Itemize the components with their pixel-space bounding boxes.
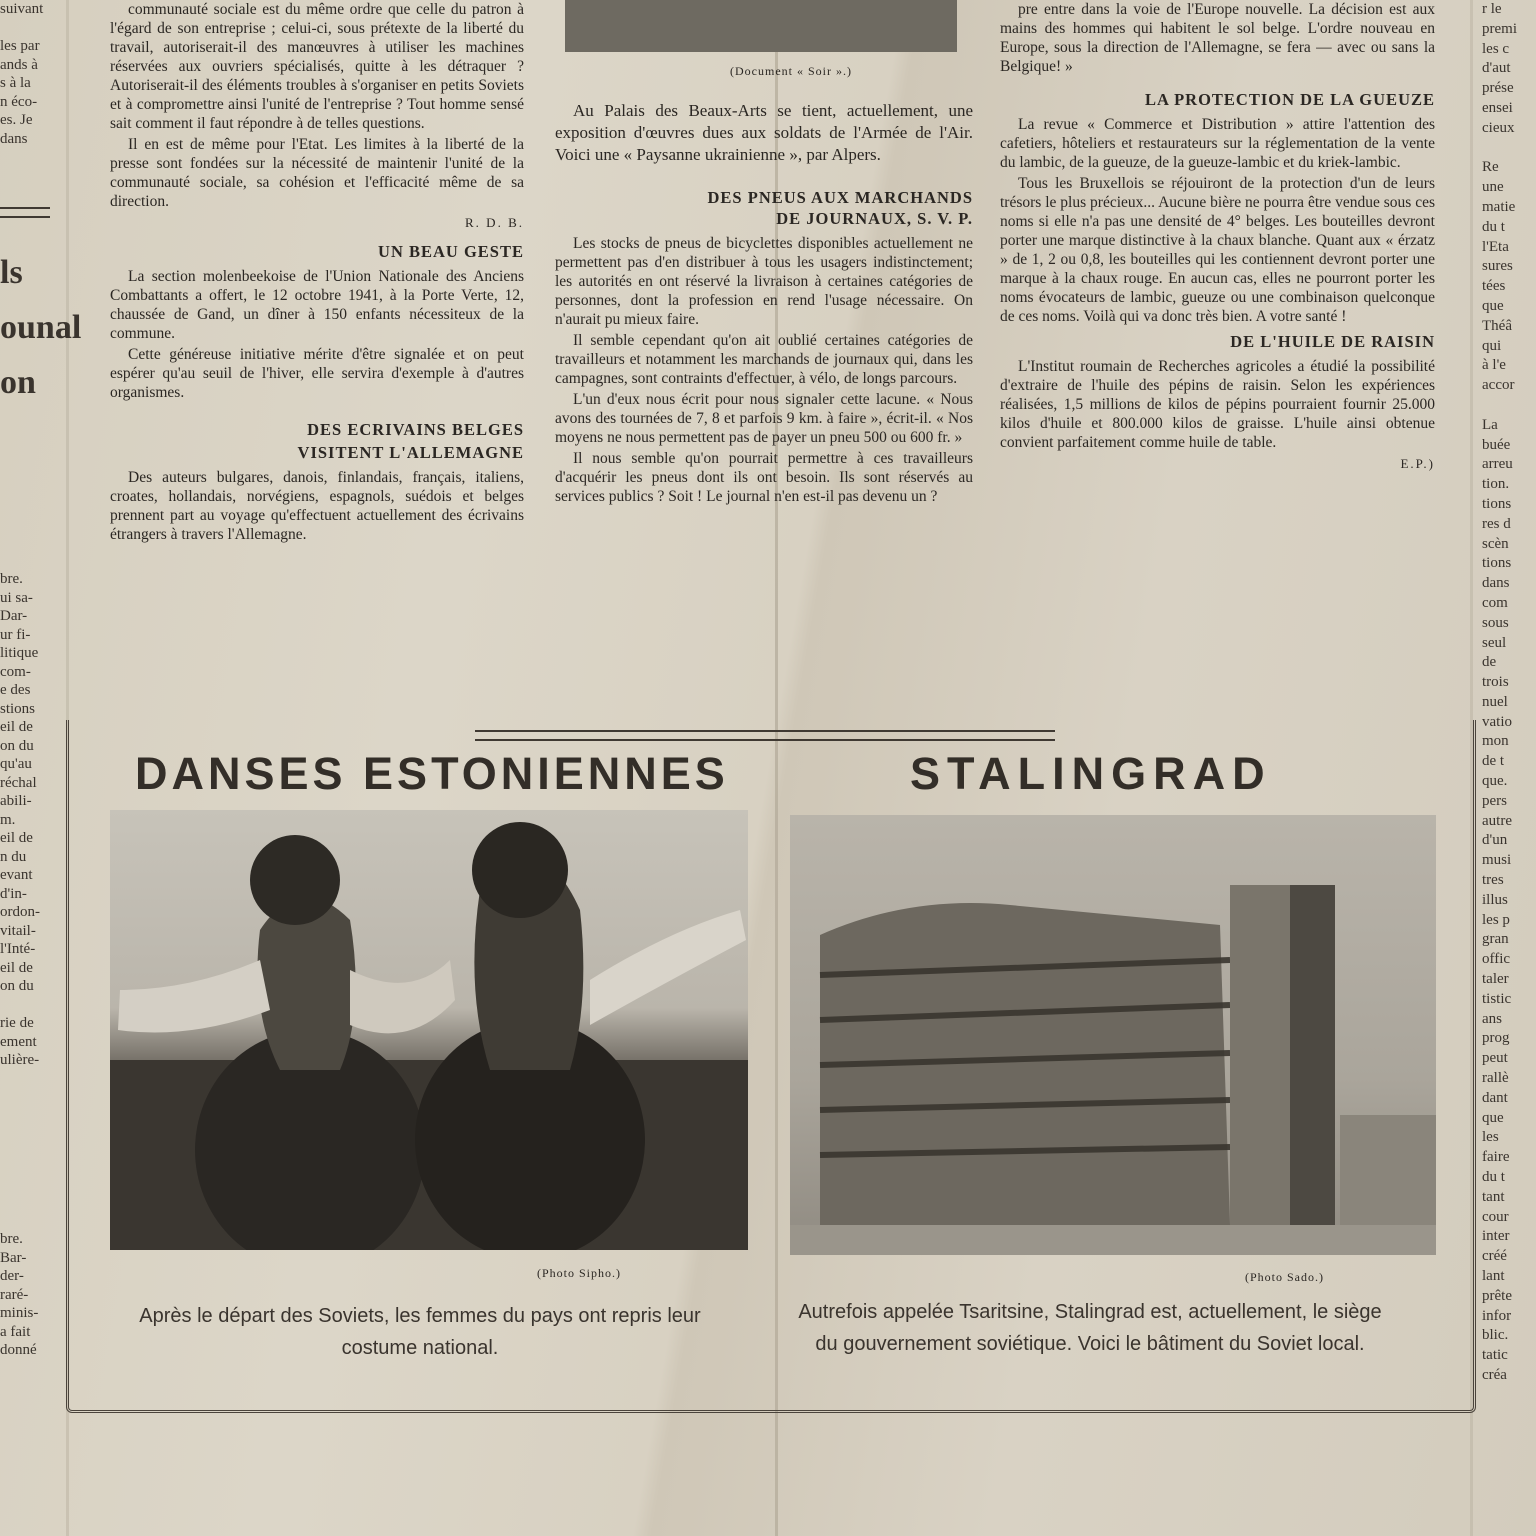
pneus-paragraph-3: L'un d'eux nous écrit pour nous signaler cette lacune. « Nous avons des tournées de 7, 8 et parfois 9 km. à faire », écrit-il. « Nos moyens ne nous permettent pas de payer un pneu 500 ou 600 fr. » (555, 391, 973, 446)
col1-intro-signature: R. D. B. (465, 215, 524, 230)
credit-sado: (Photo Sado.) (1245, 1270, 1324, 1284)
col1-intro-paragraph-2: Il en est de même pour l'Etat. Les limites à la liberté de la presse sont fondées sur la nécessité de maintenir l'unité de la communauté sociale, sa cohésion et l'efficacité même de sa direction. (110, 136, 524, 210)
painting-photo (565, 0, 957, 52)
title-stalingrad: STALINGRAD (910, 748, 1272, 799)
huile-paragraph-1: L'Institut roumain de Recherches agricoles a étudié la possibilité d'extraire de l'huile des pépins de raisin. Selon les expériences réalisées, 1,5 millions de kilos de pépins pourraient fournir 25.000 kilos d'huile et 800.000 kilos de graisse. L'huile ainsi obtenue convient parfaitement comme huile de table. (1000, 358, 1435, 451)
headline-pneus-1: DES PNEUS AUX MARCHANDS (707, 188, 973, 207)
article-ecrivains-belges (110, 468, 524, 544)
article-gueuze (1000, 115, 1435, 326)
credit-sipho: (Photo Sipho.) (537, 1266, 622, 1280)
col3-signature: E.P.) (1400, 456, 1435, 471)
right-fragment: r le premi les c d'aut prése ensei cieux Re une matie du t l'Eta sures tées que Théâ qui à l'e accor La buée arreu tion. tions res d scèn tions dans com sous seul de trois nuel vatio mon de t que. pers autre d'un musi tres illus les p gran offic taler tistic ans prog peut rallè dant que les faire du t tant cour inter créé lant prête infor blic. tatic créa (1482, 1, 1517, 1383)
gueuze-paragraph-2: Tous les Bruxellois se réjouiront de la protection d'un de leurs trésors le plus précieux... Aucune bière ne pourra être vendue sous ces noms si elle n'a pas une densité de 4° belges. Les bouteilles devront porter une marque distinctive à la chaux blanche. Quant aux « érzatz » de 1, 2 ou 0,8, les bouteilles qui les contiennent devront porter une marque à la chaux rouge. En aucun cas, elles ne pourront porter les noms évocateurs de lambic, gueuze ou une combinaison quelconque de ces noms. Voilà qui va donc très bien. A votre santé ! (1000, 175, 1435, 325)
left-headline-fragment: ls ounal on (0, 254, 82, 401)
left-fragment-lower: bre. ui sa- Dar- ur fi- litique com- e des stions eil de on du qu'au réchal abili- m. eil de n du evant d'in- ordon- vitail- l'Inté- eil de on du rie de ement ulière- (0, 571, 40, 1068)
article-pneus (555, 234, 973, 506)
col1-intro-paragraph-1: communauté sociale est du même ordre que celle du patron à l'égard de son entreprise ; celui-ci, sous prétexte de la liberté du travail, autoriserait-il des manœuvres à utiliser les machines réservées aux ouvriers spécialisés, quitte à les détraquer ? Autoriserait-il des éléments troubles à s'organiser en petits Soviets et à compromettre ainsi l'unité de l'entreprise ? Tout homme sensé sait comment il faut répondre à de telles questions. (110, 1, 524, 132)
gueuze-paragraph-1: La revue « Commerce et Distribution » attire l'attention des cafetiers, hôteliers et restaurateurs sur la réglementation de la vente du lambic, de la gueuze, de la gueuze-lambic et du kriek-lambic. (1000, 116, 1435, 171)
article-beau-geste (110, 267, 524, 402)
building-illustration (790, 815, 1436, 1255)
painting-caption: Au Palais des Beaux-Arts se tient, actuellement, une exposition d'œuvres dues aux soldats de l'Armée de l'Air. Voici une « Paysanne ukrainienne », par Alpers. (555, 101, 973, 164)
photo-estonian-dancers (110, 810, 748, 1250)
column-1 (110, 0, 524, 546)
pneus-paragraph-1: Les stocks de pneus de bicyclettes disponibles actuellement ne permettent pas d'en distribuer à tous les usagers indistinctement; les autorités en ont réservé la livraison à certaines catégories de personnes, dont la profession en rend l'usage nécessaire. On n'aurait pu mieux faire. (555, 235, 973, 328)
left-fragment-bottom: bre. Bar- der- raré- minis- a fait donné (0, 1231, 39, 1358)
caption-stalingrad: Autrefois appelée Tsaritsine, Stalingrad est, actuellement, le siège du gouvernement soviétique. Voici le bâtiment du Soviet local. (798, 1301, 1382, 1355)
caption-estonian-dancers: Après le départ des Soviets, les femmes du pays ont repris leur costume national. (139, 1305, 701, 1359)
headline-beau-geste: UN BEAU GESTE (378, 242, 524, 261)
left-rule (0, 207, 50, 218)
painting-credit: (Document « Soir ».) (730, 64, 852, 78)
col1-intro (110, 0, 524, 211)
article-huile-raisin (1000, 357, 1435, 452)
pneus-paragraph-2: Il semble cependant qu'on ait oublié certaines catégories de travailleurs et notamment les marchands de journaux qui, dans les campagnes, sont contraints d'effectuer, à vélo, de longs parcours. (555, 332, 973, 387)
dancers-illustration (110, 810, 748, 1250)
beau-geste-paragraph-1: La section molenbeekoise de l'Union Nationale des Anciens Combattants a offert, le 12 octobre 1941, à la Porte Verte, 12, chaussée de Gand, un dîner à 150 enfants nécessiteux de la commune. (110, 268, 524, 342)
pneus-paragraph-4: Il nous semble qu'on pourrait permettre à ces travailleurs d'acquérir les pneus dont ils ont besoin. Ils sont réservés au services publics ? Soit ! Le journal n'en est-il pas devenu un ? (555, 450, 973, 505)
beau-geste-paragraph-2: Cette généreuse initiative mérite d'être signalée et on peut espérer qu'au seuil de l'hiver, elle servira d'exemple à d'autres organismes. (110, 346, 524, 401)
headline-gueuze: LA PROTECTION DE LA GUEUZE (1144, 90, 1435, 109)
headline-huile-raisin: DE L'HUILE DE RAISIN (1230, 332, 1435, 351)
title-danses-estoniennes: DANSES ESTONIENNES (135, 748, 729, 799)
photo-stalingrad-building (790, 815, 1436, 1255)
headline-ecrivains-belges-2: VISITENT L'ALLEMAGNE (297, 443, 524, 462)
col3-intro: pre entre dans la voie de l'Europe nouvelle. La décision est aux mains des hommes qui habitent le sol belge. L'ordre nouveau en Europe, sous la direction de l'Allemagne, se fera — avec ou sans la Belgique! » (1000, 1, 1435, 75)
headline-pneus-2: DE JOURNAUX, S. V. P. (776, 209, 973, 228)
ecrivains-paragraph-1: Des auteurs bulgares, danois, finlandais, français, italiens, croates, hollandais, norvégiens, espagnols, suédois et belges prennent part au voyage qu'effectuent actuellement des écrivains étrangers à travers l'Allemagne. (110, 469, 524, 543)
column-3 (1000, 0, 1435, 473)
column-2 (555, 100, 973, 508)
left-fragment-top: suivant les par ands à s à la n éco- es. Je dans (0, 1, 44, 147)
headline-ecrivains-belges-1: DES ECRIVAINS BELGES (307, 420, 524, 439)
